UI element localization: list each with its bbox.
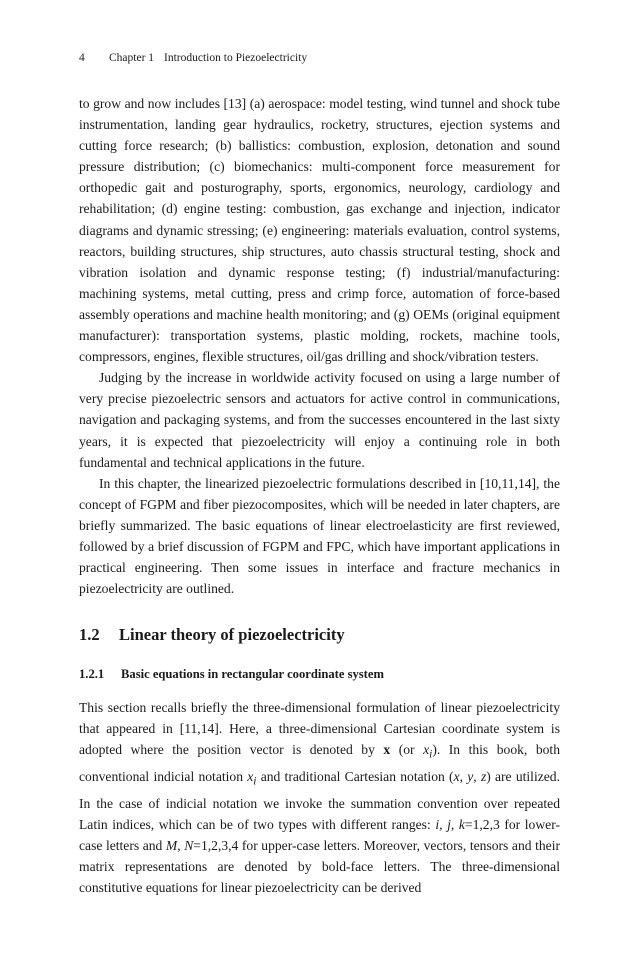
- text-run: and traditional Cartesian notation (: [256, 769, 454, 784]
- math-var: y: [467, 769, 474, 784]
- math-subscript: i: [253, 775, 257, 788]
- math-var: M: [165, 838, 178, 853]
- section-title: Linear theory of piezoelectricity: [119, 625, 345, 644]
- text-run: This section recalls briefly the three-dimensional formulation of linear piezoelectricity that appeared in [11,14]. Here, a three-dimensional Cartesian coordinate system is adopted where the position vector is denoted by: [79, 700, 560, 758]
- section-number: 1.2: [79, 625, 100, 644]
- math-subscript: i: [429, 748, 433, 761]
- paragraph-basic-equations: [79, 697, 560, 898]
- math-var: x: [423, 742, 430, 758]
- text-run: ). In this book, both conventional indicial notation: [79, 742, 561, 784]
- math-var: N: [184, 838, 194, 853]
- running-header: [79, 52, 307, 64]
- position-vector-symbol: x: [383, 742, 391, 758]
- text-run: ) are utilized. In the case of indicial notation we invoke the summation convention over repeated Latin indices, which can be of two types with different ranges:: [79, 769, 560, 832]
- intro-text-block: [79, 93, 560, 599]
- math-indices: i, j, k: [435, 816, 465, 832]
- subsection-heading-1-2-1: [79, 667, 384, 682]
- math-var: x: [453, 769, 460, 784]
- chapter-label: Chapter 1: [109, 52, 155, 64]
- chapter-title: Introduction to Piezoelectricity: [164, 52, 308, 64]
- paragraph-chapter-overview: In this chapter, the linearized piezoelectric formulations described in [10,11,14], the concept of FGPM and fiber piezocomposites, which will be needed in later chapters, are briefly summarized. The basic equations of linear electroelasticity are first reviewed, followed by a brief discussion of FGPM and FPC, which have important applications in practical engineering. Then some issues in interface and fracture mechanics in piezoelectricity are outlined.: [79, 475, 560, 597]
- math-var: x: [247, 769, 254, 784]
- subsection-title: Basic equations in rectangular coordinate system: [121, 667, 384, 681]
- section-heading-1-2: [79, 625, 345, 645]
- page-number: 4: [79, 52, 85, 64]
- text-run: =1,2,3,4 for upper-case letters. Moreover, vectors, tensors and their matrix representations are denoted by bold-face letters. The three-dimensional constitutive equations for linear piezoelectricity can be derived: [79, 838, 561, 896]
- text-run: =1,2,3 for lower-case letters and: [79, 816, 560, 853]
- paragraph-worldwide-activity: Judging by the increase in worldwide activity focused on using a large number of very precise piezoelectric sensors and actuators for active control in communications, navigation and packaging systems, and from the successes encountered in the last sixty years, it is expected that piezoelectricity will enjoy a continuing role in both fundamental and technical applications in the future.: [79, 370, 560, 470]
- text-run: ,: [473, 769, 481, 784]
- text-run: (or: [390, 742, 424, 758]
- paragraph-applications: to grow and now includes [13] (a) aerospace: model testing, wind tunnel and shock tube instrumentation, landing gear hydraulics, rocketry, structures, ejection systems and cutting force research; (b) ballistics: combustion, explosion, detonation and sound pressure distribution; (c) biomechanics: multi-component force measurement for orthopedic gait and posturography, sports, ergonomics, neurology, cardiology and rehabilitation; (d) engine testing: combustion, gas exchange and injection, indicator diagrams and dynamic stressing; (e) engineering: materials evaluation, control systems, reactors, building structures, ship structures, auto chassis structural testing, shock and vibration isolation and dynamic response testing; (f) industrial/manufacturing: machining systems, metal cutting, press and crimp force, automation of force-based assembly operations and machine health monitoring; and (g) OEMs (original equipment manufacturer): transportation systems, plastic molding, rockets, machine tools, compressors, engines, flexible structures, oil/gas drilling and shock/vibration testers.: [79, 96, 560, 365]
- subsection-number: 1.2.1: [79, 667, 105, 681]
- text-run: ,: [459, 769, 468, 784]
- math-var: z: [480, 769, 487, 784]
- text-run: ,: [177, 838, 185, 853]
